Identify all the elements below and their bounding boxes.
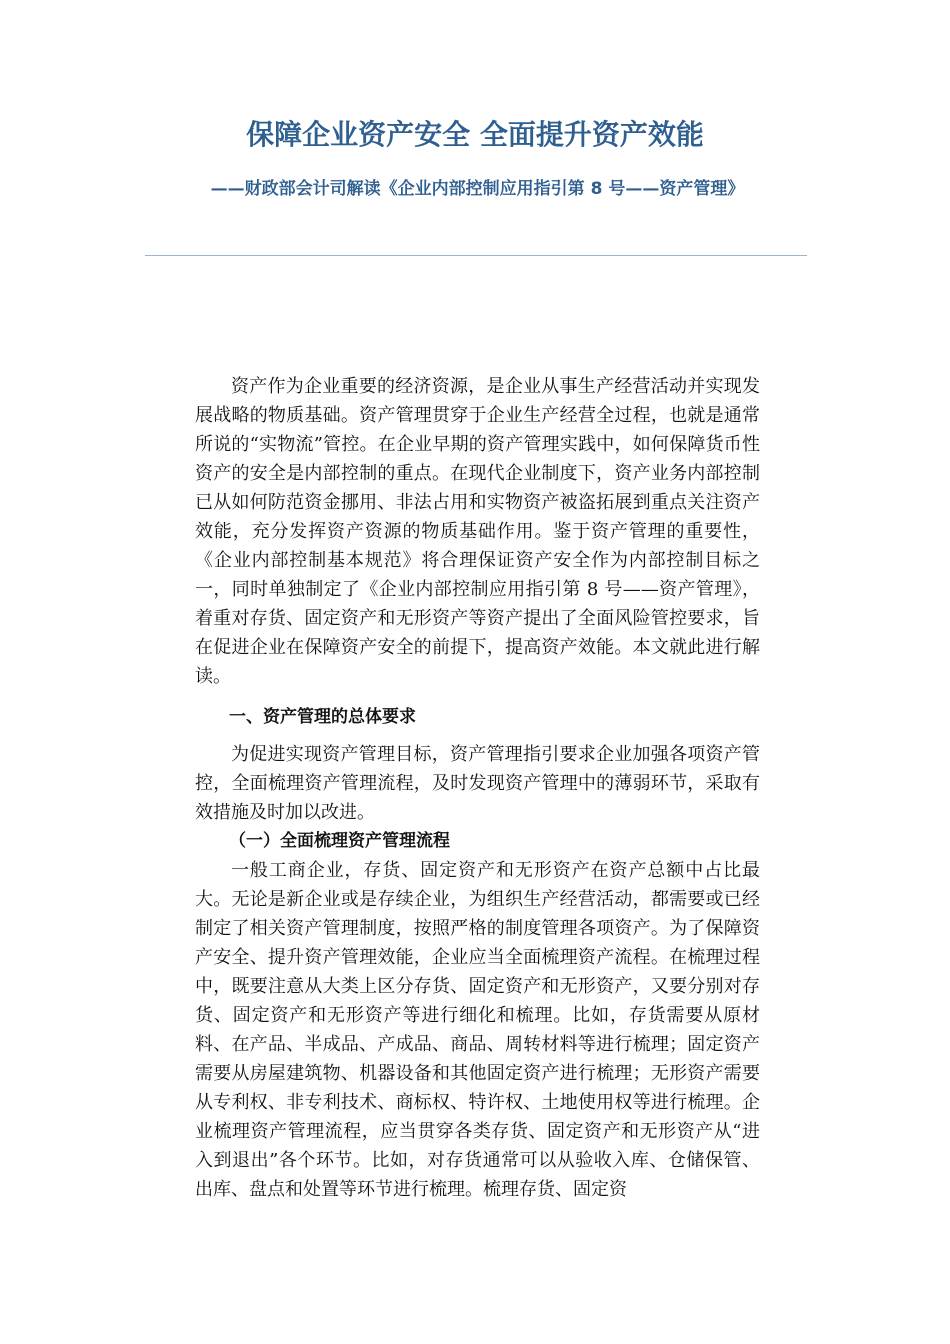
document-title: 保障企业资产安全 全面提升资产效能	[246, 118, 704, 151]
article-body	[195, 372, 760, 1204]
section-heading: 一、资产管理的总体要求	[229, 707, 416, 727]
intro-paragraph: 资产作为企业重要的经济资源，是企业从事生产经营活动并实现发展战略的物质基础。资产管理贯穿于企业生产经营全过程，也就是通常所说的“实物流”管控。在企业早期的资产管理实践中，如何保障货币性资产的安全是内部控制的重点。在现代企业制度下，资产业务内部控制已从如何防范资金挪用、非法占用和实物资产被盗拓展到重点关注资产效能，充分发挥资产资源的物质基础作用。鉴于资产管理的重要性，《企业内部控制基本规范》将合理保证资产安全作为内部控制目标之一，同时单独制定了《企业内部控制应用指引第 8 号——资产管理》，着重对存货、固定资产和无形资产等资产提出了全面风险管控要求，旨在促进企业在保障资产安全的前提下，提高资产效能。本文就此进行解读。	[195, 376, 760, 687]
title-divider	[145, 255, 807, 256]
subsection-paragraph: 一般工商企业，存货、固定资产和无形资产在资产总额中占比最大。无论是新企业或是存续企业，为组织生产经营活动，都需要或已经制定了相关资产管理制度，按照严格的制度管理各项资产。为了保障资产安全、提升资产管理效能，企业应当全面梳理资产流程。在梳理过程中，既要注意从大类上区分存货、固定资产和无形资产，又要分别对存货、固定资产和无形资产等进行细化和梳理。比如，存货需要从原材料、在产品、半成品、产成品、商品、周转材料等进行梳理；固定资产需要从房屋建筑物、机器设备和其他固定资产进行梳理；无形资产需要从专利权、非专利技术、商标权、特许权、土地使用权等进行梳理。企业梳理资产管理流程，应当贯穿各类存货、固定资产和无形资产从“进入到退出”各个环节。比如，对存货通常可以从验收入库、仓储保管、出库、盘点和处置等环节进行梳理。梳理存货、固定资	[195, 860, 760, 1200]
section-paragraph: 为促进实现资产管理目标，资产管理指引要求企业加强各项资产管控，全面梳理资产管理流程，及时发现资产管理中的薄弱环节，采取有效措施及时加以改进。	[195, 744, 760, 823]
document-subtitle: ——财政部会计司解读《企业内部控制应用指引第 8 号——资产管理》	[210, 179, 745, 199]
subsection-heading: （一）全面梳理资产管理流程	[229, 831, 450, 851]
